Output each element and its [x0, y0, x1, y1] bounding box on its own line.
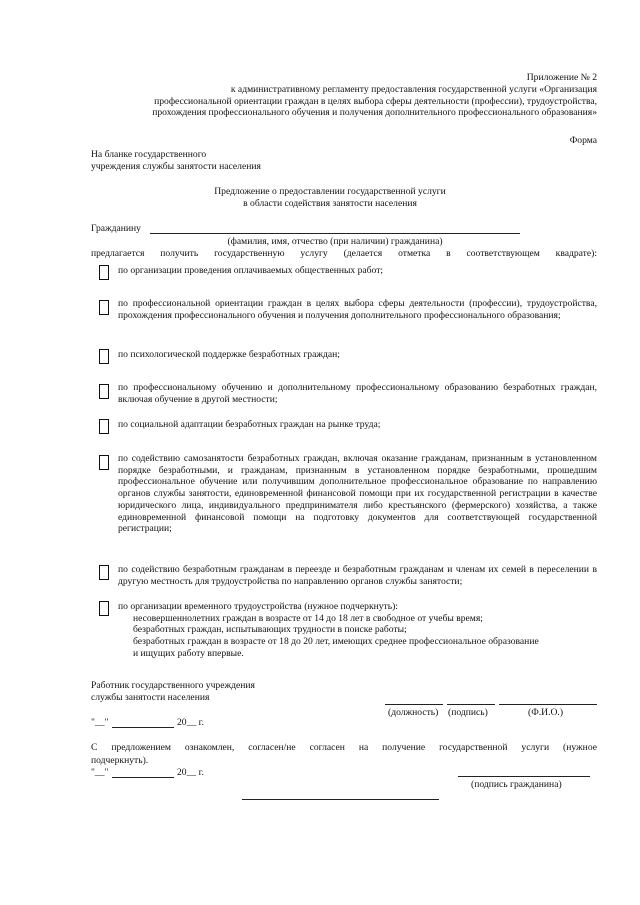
- option-text: по профессиональной ориентации граждан в целях выбора сферы деятельности (профессии), трудоустройства, прохождения профессионального обучения и получения дополнительного профессионального образования;: [118, 298, 597, 321]
- acknowledge-text: С предложением ознакомлен, согласен/не согласен на получение государственной услуги (нужное: [91, 742, 597, 753]
- option-text: по профессиональному обучению и дополнительному профессиональному образованию безработных граждан, включая обучение в другой местности;: [118, 382, 597, 405]
- signature-caption: (подпись): [448, 707, 488, 718]
- sub-option-difficulties[interactable]: безработных граждан, испытывающих трудности в поиске работы;: [133, 624, 407, 636]
- title-line: Предложение о предоставлении государственной услуги: [214, 186, 446, 197]
- citizen-caption: (фамилия, имя, отчество (при наличии) гражданина): [227, 236, 443, 247]
- letterhead-line: учреждения службы занятости населения: [91, 160, 261, 172]
- offer-text: предлагается получить государственную услугу (делается отметка в соответствующем квадрате):: [91, 248, 597, 259]
- checkbox-self-employment[interactable]: [99, 455, 109, 470]
- regulation-text: [37, 84, 597, 119]
- letterhead: [91, 149, 261, 172]
- option-text: по содействию самозанятости безработных граждан, включая оказание гражданам, признанным в установленном порядке безработными, и гражданам, признанным в установленном порядке безработными, прошедшим профессиональное обучение или получившим дополнительное профессиональное образование по направлению органов службы занятости, единовременной финансовой помощи при их государственной регистрации в качестве юридического лица, индивидуального предпринимателя либо крестьянского (фермерского) хозяйства, а также единовременной финансовой помощи на подготовку документов для соответствующей государственной регистрации;: [118, 453, 597, 535]
- option-text: по социальной адаптации безработных граждан на рынке труда;: [118, 419, 381, 430]
- appendix-label: Приложение № 2: [526, 72, 597, 83]
- worker-date-quote: "__": [91, 717, 109, 728]
- checkbox-psychological-support[interactable]: [99, 349, 109, 364]
- bottom-separator: [242, 799, 439, 800]
- regulation-line: профессиональной ориентации граждан в целях выбора сферы деятельности (профессии), трудоустройства,: [154, 95, 597, 107]
- checkbox-professional-training[interactable]: [99, 384, 109, 399]
- regulation-line: прохождения профессионального обучения и получения дополнительного профессионального образования»: [152, 107, 597, 119]
- worker-label-line: службы занятости населения: [91, 691, 210, 703]
- position-line[interactable]: [385, 704, 443, 705]
- fio-caption: (Ф.И.О.): [528, 707, 564, 718]
- option-text: по организации временного трудоустройства (нужное подчеркнуть):: [118, 601, 398, 612]
- sub-option-minors[interactable]: несовершеннолетних граждан в возрасте от 14 до 18 лет в свободное от учебы время;: [133, 612, 483, 624]
- checkbox-relocation[interactable]: [99, 565, 109, 580]
- title-line: в области содействия занятости населения: [243, 197, 417, 209]
- checkbox-public-works[interactable]: [99, 265, 109, 280]
- citizen-date-quote: "__": [91, 767, 109, 778]
- worker-label-line: Работник государственного учреждения: [91, 680, 255, 691]
- citizen-date-year: 20__ г.: [177, 767, 204, 778]
- option-text: по организации проведения оплачиваемых общественных работ;: [118, 265, 384, 276]
- citizen-date-month-line[interactable]: [112, 777, 174, 778]
- position-caption: (должность): [388, 707, 439, 718]
- checkbox-temporary-employment[interactable]: [99, 601, 109, 616]
- acknowledge-text-cont: подчеркнуть).: [91, 755, 149, 766]
- worker-date-month-line[interactable]: [112, 727, 174, 728]
- option-text: по содействию безработным гражданам в переезде и безработным гражданам и членам их семей в переселении в другую местность для трудоустройства по направлению органов службы занятости;: [118, 564, 597, 587]
- option-temporary-employment: [118, 601, 597, 660]
- checkbox-social-adaptation[interactable]: [99, 419, 109, 434]
- citizen-name-line[interactable]: [150, 233, 520, 234]
- checkbox-career-guidance[interactable]: [99, 300, 109, 315]
- worker-label: [91, 680, 255, 703]
- citizen-signature-line[interactable]: [458, 776, 590, 777]
- sub-option-graduates[interactable]: безработных граждан в возрасте от 18 до 20 лет, имеющих среднее профессиональное образование: [133, 636, 539, 648]
- document-title: [140, 186, 520, 209]
- worker-date-year: 20__ г.: [177, 717, 204, 728]
- citizen-signature-caption: (подпись гражданина): [471, 779, 562, 790]
- option-text: по психологической поддержке безработных граждан;: [118, 349, 340, 360]
- sub-option-graduates-cont: и ищущих работу впервые.: [133, 647, 244, 659]
- citizen-label: Гражданину: [91, 223, 141, 234]
- fio-line[interactable]: [499, 704, 597, 705]
- letterhead-line: На бланке государственного: [91, 149, 207, 160]
- regulation-line: к административному регламенту предоставления государственной услуги «Организация: [230, 84, 597, 95]
- signature-line[interactable]: [447, 704, 495, 705]
- form-label: Форма: [569, 135, 597, 146]
